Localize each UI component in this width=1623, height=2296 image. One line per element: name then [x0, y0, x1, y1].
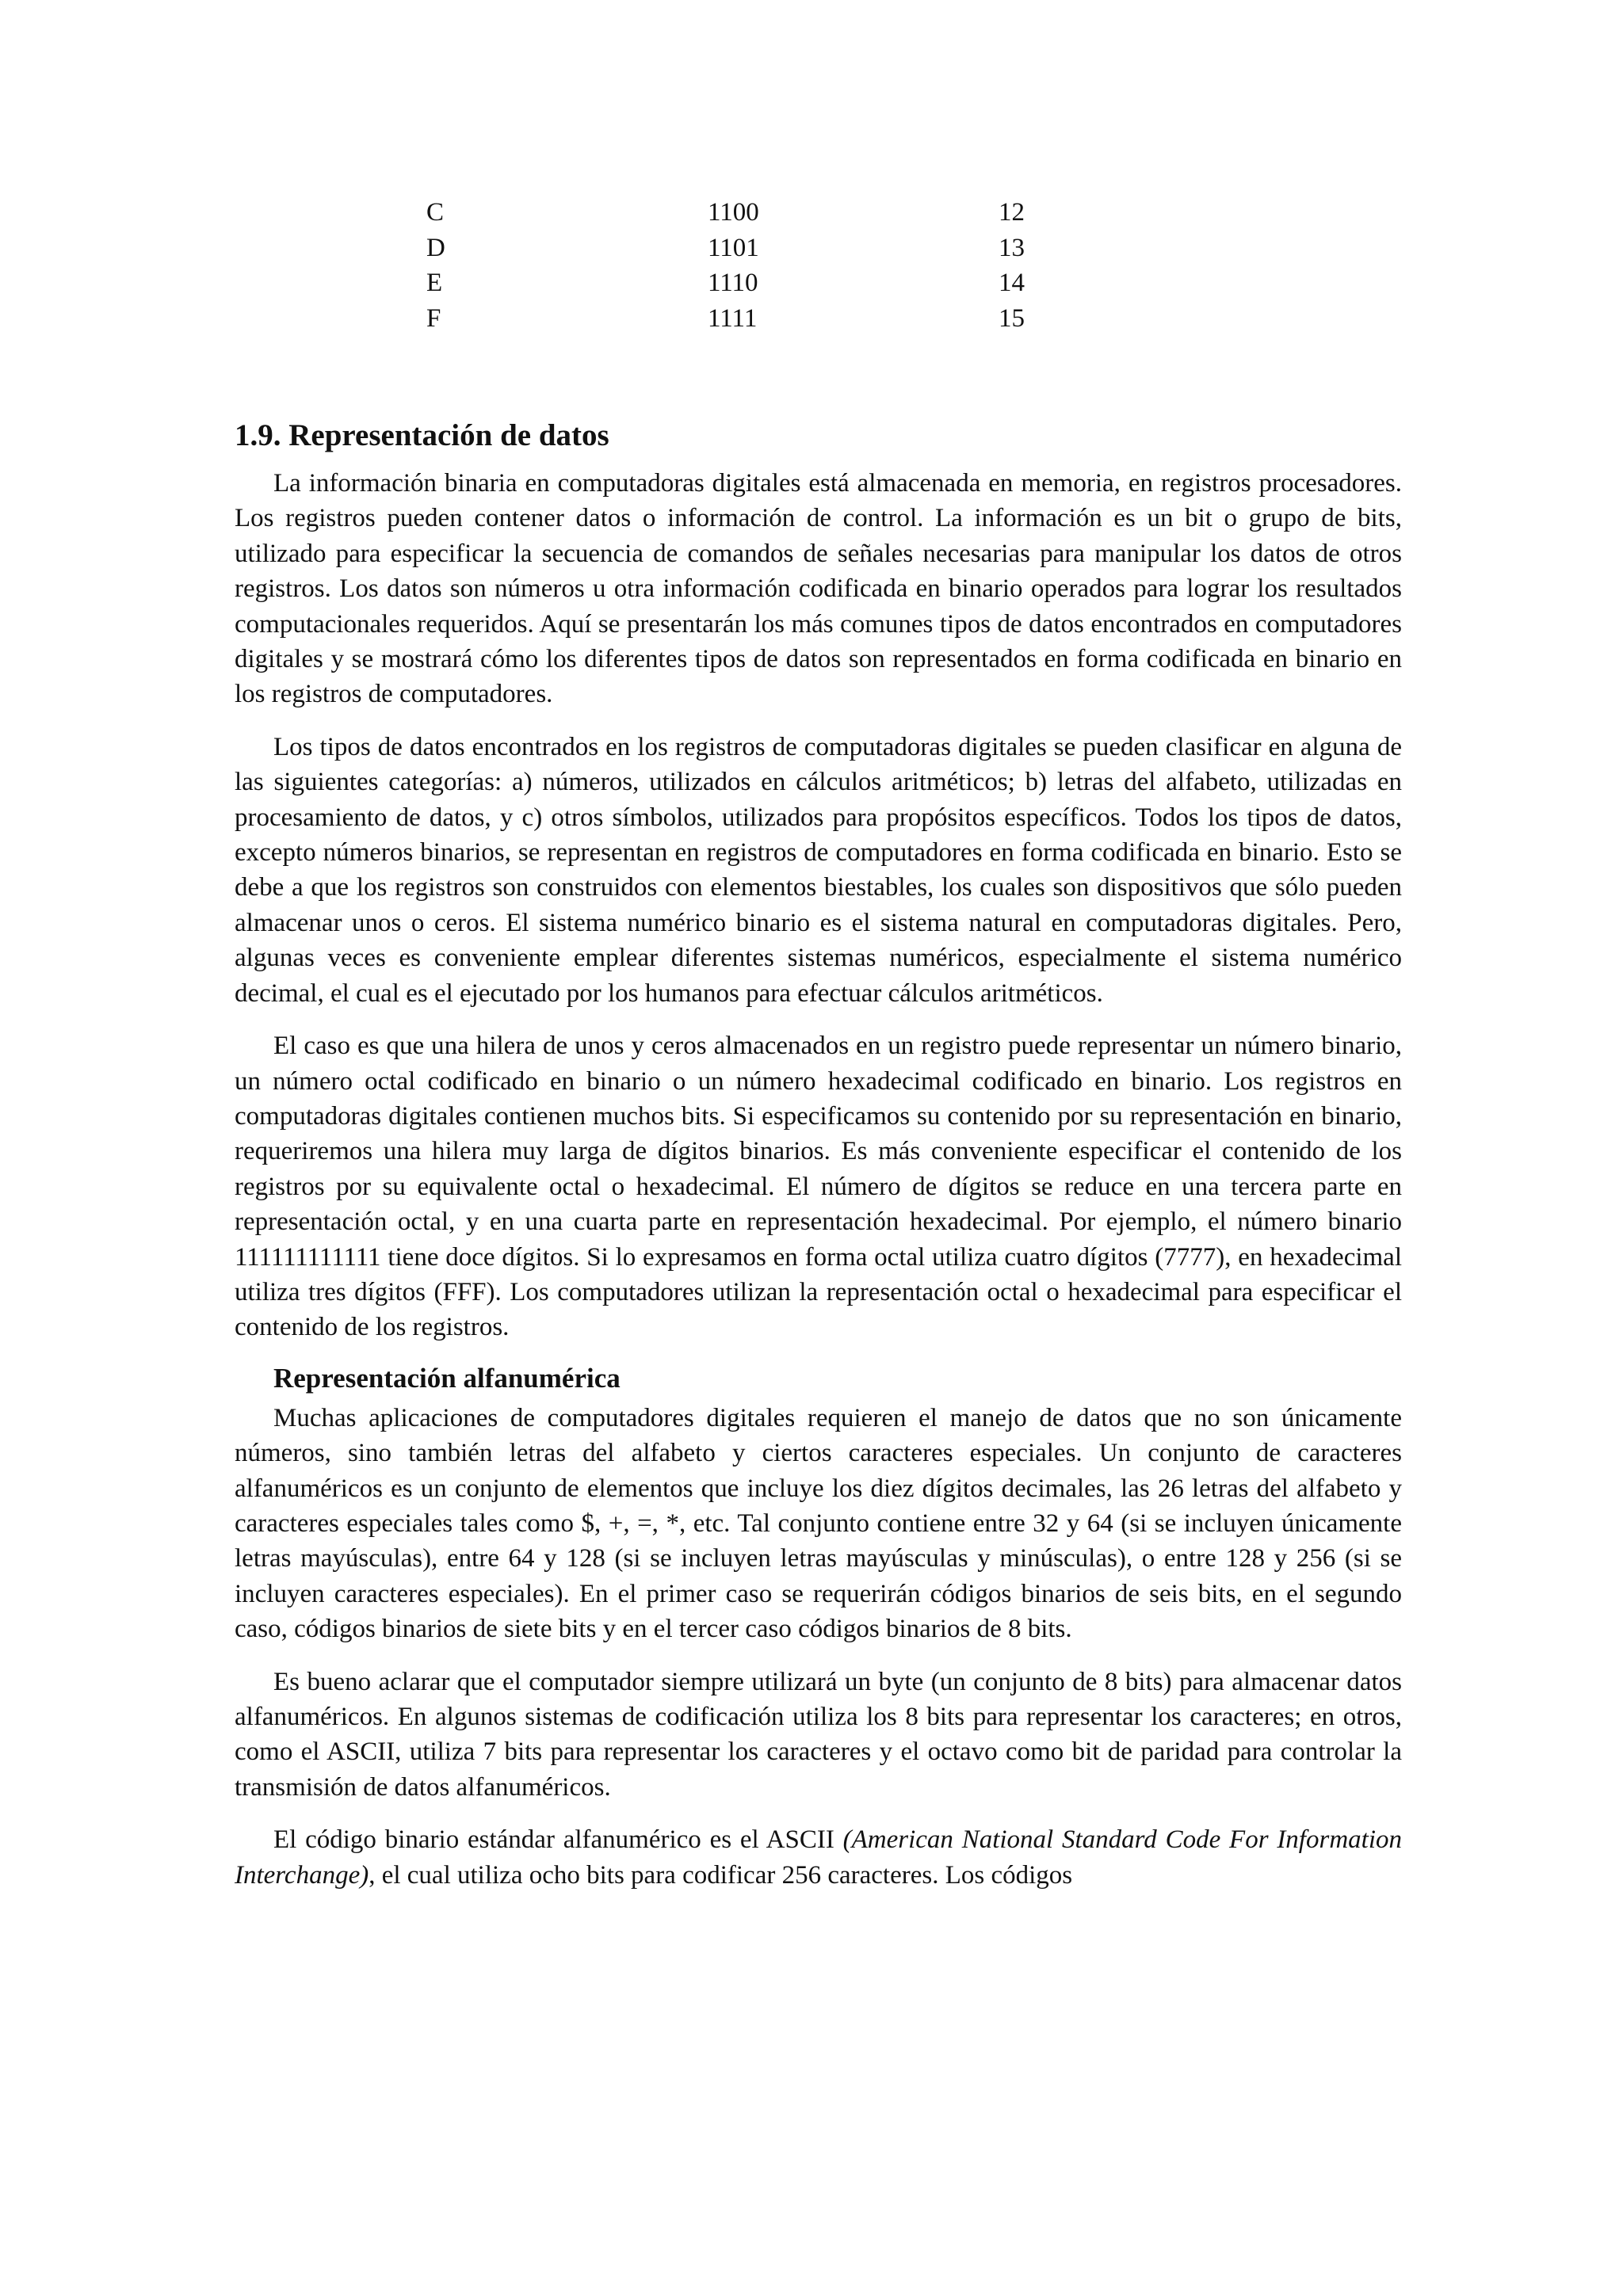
- hex-digit-cell: C: [426, 198, 445, 227]
- hex-digit-cell: D: [426, 233, 445, 262]
- decimal-value-cell: 14: [999, 269, 1025, 297]
- ascii-text-after: , el cual utiliza ocho bits para codificar 256 caracteres. Los códigos: [369, 1860, 1073, 1890]
- hex-digit-cell: E: [426, 269, 443, 297]
- table-row: [0, 231, 1623, 266]
- decimal-value-cell: 12: [999, 198, 1025, 227]
- section-heading: 1.9. Representación de datos: [235, 418, 609, 452]
- binary-value-cell: 1101: [708, 233, 759, 262]
- body-paragraph-ascii: [235, 1822, 1402, 1893]
- subsection-heading: Representación alfanumérica: [273, 1362, 621, 1394]
- decimal-value-cell: 15: [999, 303, 1025, 333]
- decimal-value-cell: 13: [999, 233, 1025, 262]
- body-paragraph: Muchas aplicaciones de computadores digitales requieren el manejo de datos que no son únicamente números, sino también letras del alfabeto y ciertos caracteres especiales. Un conjunto de caracteres alfanuméricos es un conjunto de elementos que incluye los diez dígitos decimales, las 26 letras del alfabeto y caracteres especiales tales como $, +, =, *, etc. Tal conjunto contiene entre 32 y 64 (si se incluyen únicamente letras mayúsculas), entre 64 y 128 (si se incluyen letras mayúsculas y minúsculas), o entre 128 y 256 (si se incluyen caracteres especiales). En el primer caso se requerirán códigos binarios de seis bits, en el segundo caso, códigos binarios de siete bits y en el tercer caso códigos binarios de 8 bits.: [235, 1403, 1402, 1644]
- binary-value-cell: 1111: [708, 303, 758, 333]
- hex-digit-cell: F: [426, 303, 441, 333]
- body-paragraph: Es bueno aclarar que el computador siempre utilizará un byte (un conjunto de 8 bits) para almacenar datos alfanuméricos. En algunos sistemas de codificación utiliza los 8 bits para representar los caracteres; en otros, como el ASCII, utiliza 7 bits para representar los caracteres y el octavo como bit de paridad para controlar la transmisión de datos alfanuméricos.: [235, 1667, 1402, 1802]
- body-paragraph: El caso es que una hilera de unos y ceros almacenados en un registro puede representar un número binario, un número octal codificado en binario o un número hexadecimal codificado en binario. Los registros en computadoras digitales contienen muchos bits. Si especificamos su contenido por su representación en binario, requeriremos una hilera muy larga de dígitos binarios. Es más conveniente especificar el contenido de los registros por su equivalente octal o hexadecimal. El número de dígitos se reduce en una tercera parte en representación octal, y en una cuarta parte en representación hexadecimal. Por ejemplo, el número binario 111111111111 tiene doce dígitos. Si lo expresamos en forma octal utiliza cuatro dígitos (7777), en hexadecimal utiliza tres dígitos (FFF). Los computadores utilizan la representación octal o hexadecimal para especificar el contenido de los registros.: [235, 1032, 1402, 1342]
- hex-conversion-table: [0, 195, 1623, 336]
- body-paragraph: La información binaria en computadoras digitales está almacenada en memoria, en registros procesadores. Los registros pueden contener datos o información de control. La información es un bit o grupo de bits, utilizado para especificar la secuencia de comandos de señales necesarias para manipular los datos de otros registros. Los datos son números u otra información codificada en binario operados para lograr los resultados computacionales requeridos. Aquí se presentarán los más comunes tipos de datos encontrados en computadores digitales y se mostrará cómo los diferentes tipos de datos son representados en forma codificada en binario en los registros de computadores.: [235, 469, 1402, 709]
- ascii-expansion-italic: (American National Standard Code For Information Interchange): [235, 1825, 1402, 1890]
- ascii-text-before: El código binario estándar alfanumérico es el ASCII: [273, 1825, 843, 1855]
- binary-value-cell: 1110: [708, 269, 758, 297]
- binary-value-cell: 1100: [708, 198, 759, 227]
- body-paragraph: Los tipos de datos encontrados en los registros de computadoras digitales se pueden clasificar en alguna de las siguientes categorías: a) números, utilizados en cálculos aritméticos; b) letras del alfabeto, utilizadas en procesamiento de datos, y c) otros símbolos, utilizados para propósitos específicos. Todos los tipos de datos, excepto números binarios, se representan en registros de computadores en forma codificada en binario. Esto se debe a que los registros son construidos con elementos biestables, los cuales son dispositivos que sólo pueden almacenar unos o ceros. El sistema numérico binario es el sistema natural en computadoras digitales. Pero, algunas veces es conveniente emplear diferentes sistemas numéricos, especialmente el sistema numérico decimal, el cual es el ejecutado por los humanos para efectuar cálculos aritméticos.: [235, 732, 1402, 1008]
- table-row: [0, 195, 1623, 231]
- main-text-column: [235, 412, 1402, 1893]
- table-row: [0, 265, 1623, 301]
- table-row: [0, 301, 1623, 337]
